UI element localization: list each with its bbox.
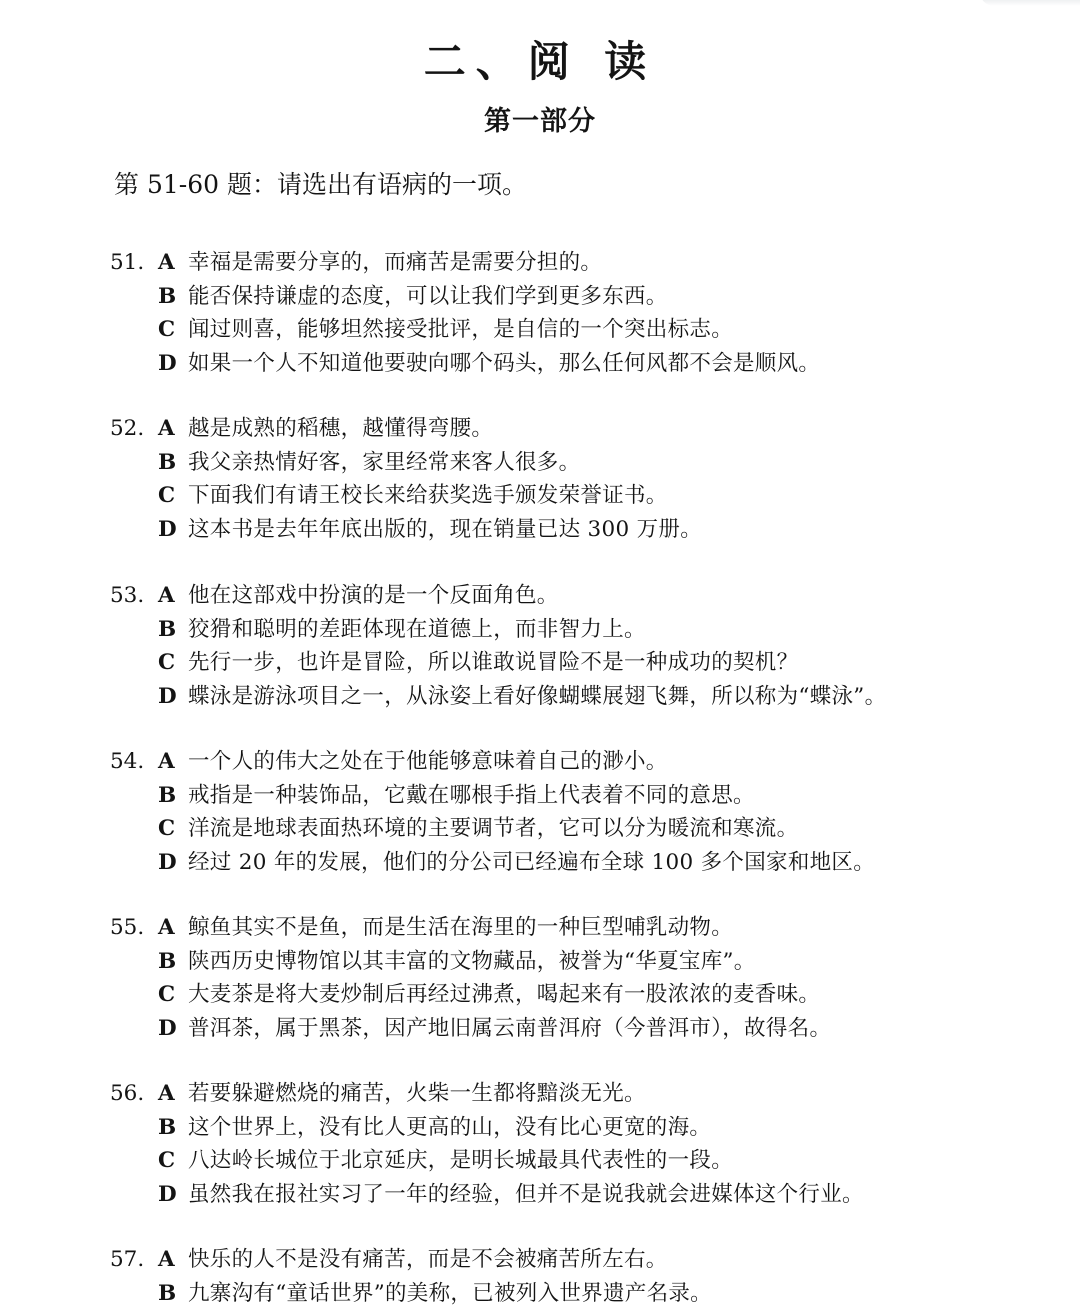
question-52 xyxy=(110,412,1060,546)
question-option xyxy=(110,1144,1060,1178)
question-option xyxy=(110,446,1060,480)
option-letter: C xyxy=(158,313,188,347)
question-option xyxy=(110,978,1060,1012)
option-text: 蝶泳是游泳项目之一，从泳姿上看好像蝴蝶展翅飞舞，所以称为“蝶泳”。 xyxy=(188,680,886,714)
option-text: 先行一步，也许是冒险，所以谁敢说冒险不是一种成功的契机？ xyxy=(188,646,798,680)
question-option xyxy=(110,479,1060,513)
question-number: 52. xyxy=(110,412,158,446)
question-54 xyxy=(110,745,1060,879)
option-text: 普洱茶，属于黑茶，因产地旧属云南普洱府（今普洱市），故得名。 xyxy=(188,1012,831,1046)
question-option xyxy=(110,846,1060,880)
page-corner-shadow xyxy=(980,0,1080,6)
question-option xyxy=(110,347,1060,381)
part-title: 第一部分 xyxy=(0,103,1080,141)
question-option xyxy=(110,1012,1060,1046)
question-number: 54. xyxy=(110,745,158,779)
option-text: 闻过则喜，能够坦然接受批评，是自信的一个突出标志。 xyxy=(188,313,733,347)
option-letter: A xyxy=(158,246,188,280)
question-option xyxy=(110,280,1060,314)
option-letter: C xyxy=(158,978,188,1012)
question-option xyxy=(110,613,1060,647)
option-letter: B xyxy=(158,446,188,480)
option-text: 他在这部戏中扮演的是一个反面角色。 xyxy=(188,579,559,613)
option-text: 我父亲热情好客，家里经常来客人很多。 xyxy=(188,446,580,480)
question-option xyxy=(110,745,1060,779)
option-letter: D xyxy=(158,513,188,547)
question-option xyxy=(110,1111,1060,1145)
question-option xyxy=(110,246,1060,280)
option-letter: C xyxy=(158,812,188,846)
option-letter: B xyxy=(158,779,188,813)
question-option xyxy=(110,945,1060,979)
option-text: 如果一个人不知道他要驶向哪个码头，那么任何风都不会是顺风。 xyxy=(188,347,820,381)
option-letter: A xyxy=(158,1243,188,1277)
option-text: 快乐的人不是没有痛苦，而是不会被痛苦所左右。 xyxy=(188,1243,668,1277)
option-letter: B xyxy=(158,613,188,647)
question-option xyxy=(110,812,1060,846)
option-letter: C xyxy=(158,1144,188,1178)
option-text: 八达岭长城位于北京延庆，是明长城最具代表性的一段。 xyxy=(188,1144,733,1178)
question-57 xyxy=(110,1243,1060,1310)
option-text: 九寨沟有“童话世界”的美称，已被列入世界遗产名录。 xyxy=(188,1277,712,1310)
option-letter: B xyxy=(158,280,188,314)
option-letter: B xyxy=(158,945,188,979)
question-option xyxy=(110,646,1060,680)
option-letter: B xyxy=(158,1111,188,1145)
question-option xyxy=(110,412,1060,446)
option-letter: D xyxy=(158,1012,188,1046)
option-letter: D xyxy=(158,846,188,880)
option-letter: A xyxy=(158,579,188,613)
question-option xyxy=(110,1243,1060,1277)
instruction-text: 第 51-60 题：请选出有语病的一项。 xyxy=(114,167,527,203)
option-text: 幸福是需要分享的，而痛苦是需要分担的。 xyxy=(188,246,602,280)
question-number: 55. xyxy=(110,911,158,945)
option-text: 虽然我在报社实习了一年的经验，但并不是说我就会进媒体这个行业。 xyxy=(188,1178,864,1212)
option-text: 一个人的伟大之处在于他能够意味着自己的渺小。 xyxy=(188,745,668,779)
option-text: 这个世界上，没有比人更高的山，没有比心更宽的海。 xyxy=(188,1111,711,1145)
question-option xyxy=(110,1277,1060,1310)
question-option xyxy=(110,313,1060,347)
option-text: 洋流是地球表面热环境的主要调节者，它可以分为暖流和寒流。 xyxy=(188,812,798,846)
question-option xyxy=(110,1178,1060,1212)
option-letter: A xyxy=(158,412,188,446)
question-55 xyxy=(110,911,1060,1045)
option-letter: D xyxy=(158,347,188,381)
question-option xyxy=(110,1077,1060,1111)
option-letter: A xyxy=(158,911,188,945)
question-option xyxy=(110,680,1060,714)
question-number: 56. xyxy=(110,1077,158,1111)
option-text: 经过 20 年的发展，他们的分公司已经遍布全球 100 多个国家和地区。 xyxy=(188,846,875,880)
option-text: 大麦茶是将大麦炒制后再经过沸煮，喝起来有一股浓浓的麦香味。 xyxy=(188,978,820,1012)
question-option xyxy=(110,911,1060,945)
option-text: 陕西历史博物馆以其丰富的文物藏品，被誉为“华夏宝库”。 xyxy=(188,945,756,979)
question-56 xyxy=(110,1077,1060,1211)
question-51 xyxy=(110,246,1060,380)
question-option xyxy=(110,779,1060,813)
question-53 xyxy=(110,579,1060,713)
question-number: 53. xyxy=(110,579,158,613)
option-letter: C xyxy=(158,646,188,680)
question-option xyxy=(110,513,1060,547)
option-text: 越是成熟的稻穗，越懂得弯腰。 xyxy=(188,412,493,446)
option-text: 下面我们有请王校长来给获奖选手颁发荣誉证书。 xyxy=(188,479,668,513)
section-title: 二、阅 读 xyxy=(0,34,1080,90)
question-number: 57. xyxy=(110,1243,158,1277)
option-letter: A xyxy=(158,745,188,779)
option-letter: D xyxy=(158,680,188,714)
option-text: 鲸鱼其实不是鱼，而是生活在海里的一种巨型哺乳动物。 xyxy=(188,911,733,945)
option-letter: A xyxy=(158,1077,188,1111)
question-number: 51. xyxy=(110,246,158,280)
option-text: 能否保持谦虚的态度，可以让我们学到更多东西。 xyxy=(188,280,668,314)
option-text: 若要躲避燃烧的痛苦，火柴一生都将黯淡无光。 xyxy=(188,1077,646,1111)
option-text: 戒指是一种装饰品，它戴在哪根手指上代表着不同的意思。 xyxy=(188,779,755,813)
option-letter: B xyxy=(158,1277,188,1310)
option-text: 狡猾和聪明的差距体现在道德上，而非智力上。 xyxy=(188,613,646,647)
option-letter: C xyxy=(158,479,188,513)
option-letter: D xyxy=(158,1178,188,1212)
question-option xyxy=(110,579,1060,613)
option-text: 这本书是去年年底出版的，现在销量已达 300 万册。 xyxy=(188,513,702,547)
